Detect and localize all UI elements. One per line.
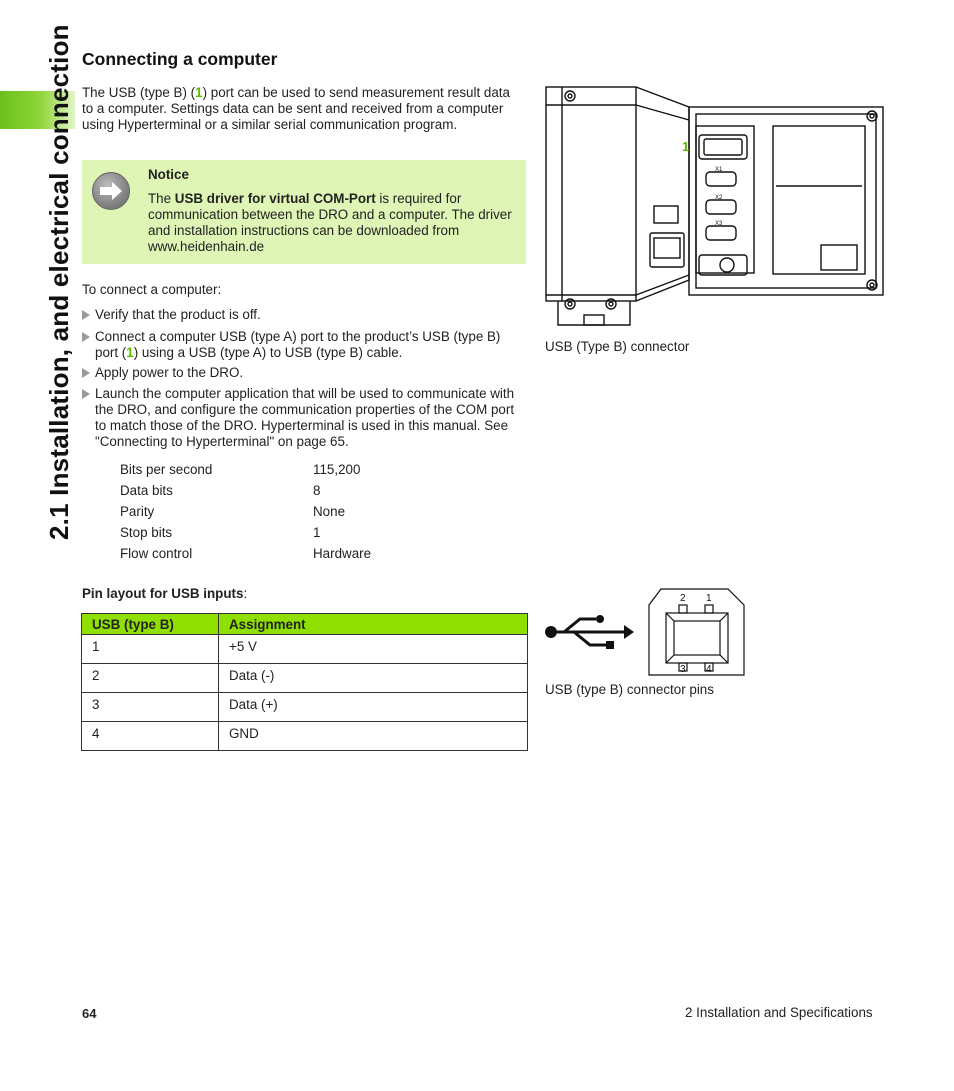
bullet-triangle-icon (82, 332, 90, 342)
setting-value: None (313, 504, 346, 519)
pin-layout-label: Pin layout for USB inputs (82, 586, 244, 601)
step-4 (82, 386, 527, 450)
setting-key: Parity (120, 504, 155, 519)
notice-text-2: is required for communication between the DRO and a computer. The driver and installation instructions can be downloaded from www.heidenhain.de (148, 191, 512, 254)
port-label: X1 (715, 167, 723, 173)
step-2-text-2: ) using a USB (type A) to USB (type B) cable. (133, 345, 403, 360)
intro-ref: 1 (195, 85, 203, 100)
table-header-row (82, 614, 528, 635)
usb-callout: 1 (682, 139, 690, 154)
step-1-text: Verify that the product is off. (95, 307, 261, 322)
bullet-triangle-icon (82, 310, 90, 320)
setting-value: Hardware (313, 546, 372, 561)
table-row (82, 635, 528, 664)
setting-key: Flow control (120, 546, 193, 561)
table-cell: 2 (82, 664, 219, 693)
table-cell: Data (+) (219, 693, 528, 722)
step-3 (82, 365, 527, 381)
com-settings-list (120, 462, 420, 567)
section-title: Connecting a computer (82, 49, 278, 69)
page-number: 64 (82, 1006, 97, 1021)
step-4-text: Launch the computer application that will be used to communicate with the DRO, and configure the communication properties of the COM port to match those of the DRO. Hyperterminal is used in this manual. See "Connecting to Hyperterminal" on page 65. (95, 386, 515, 449)
bullet-triangle-icon (82, 368, 90, 378)
pin-layout-colon: : (243, 586, 248, 601)
setting-value: 115,200 (313, 462, 361, 477)
step-3-text: Apply power to the DRO. (95, 365, 244, 380)
table-cell: Data (-) (219, 664, 528, 693)
step-2-text-1: Connect a computer USB (type A) port to the product’s USB (type B) port ( (95, 329, 501, 360)
notice-text-1: The (148, 191, 175, 206)
table-header: USB (type B) (82, 614, 219, 635)
intro-text-2: ) port can be used to send measurement result data to a computer. Settings data can be sent and received from a computer using Hyperterminal or a similar serial communication program. (82, 85, 510, 132)
intro-text-1: The USB (type B) ( (82, 85, 196, 100)
step-2-ref: 1 (126, 345, 134, 360)
table-cell: GND (219, 722, 528, 751)
dro-rear-panel-figure (544, 85, 886, 335)
table-header: Assignment (219, 614, 528, 635)
setting-key: Data bits (120, 483, 173, 498)
setting-value: 8 (313, 483, 321, 498)
setting-row (120, 546, 420, 567)
setting-row (120, 504, 420, 525)
setting-key: Stop bits (120, 525, 173, 540)
notice-title: Notice (148, 167, 189, 182)
table-cell: 4 (82, 722, 219, 751)
table-row (82, 693, 528, 722)
port-label: X3 (715, 221, 723, 227)
table-cell: 3 (82, 693, 219, 722)
usb-pins-figure (544, 587, 748, 679)
intro-paragraph (82, 85, 520, 133)
setting-value: 1 (313, 525, 321, 540)
table-row (82, 664, 528, 693)
step-2 (82, 329, 527, 361)
footer-chapter: 2 Installation and Specifications (685, 1005, 873, 1020)
to-connect-label: To connect a computer: (82, 282, 222, 297)
table-cell: 1 (82, 635, 219, 664)
usb-symbol-icon (545, 615, 634, 649)
figure1-caption: USB (Type B) connector (545, 339, 690, 354)
notice-box (82, 160, 526, 264)
table-cell: +5 V (219, 635, 528, 664)
pin-layout-heading (82, 586, 247, 601)
pin-number: 1 (706, 593, 712, 604)
notice-body (148, 191, 518, 255)
pin-number: 3 (680, 664, 686, 675)
setting-key: Bits per second (120, 462, 213, 477)
pin-table (81, 613, 528, 751)
setting-row (120, 462, 420, 483)
pin-number: 4 (706, 664, 712, 675)
bullet-triangle-icon (82, 389, 90, 399)
figure2-caption: USB (type B) connector pins (545, 682, 714, 697)
port-label: X2 (715, 195, 723, 201)
chapter-side-title: 2.1 Installation, and electrical connection (44, 24, 74, 540)
arrow-right-icon (92, 172, 130, 210)
pin-number: 2 (680, 593, 686, 604)
table-row (82, 722, 528, 751)
notice-bold: USB driver for virtual COM-Port (174, 191, 376, 206)
setting-row (120, 483, 420, 504)
setting-row (120, 525, 420, 546)
step-1 (82, 307, 527, 323)
